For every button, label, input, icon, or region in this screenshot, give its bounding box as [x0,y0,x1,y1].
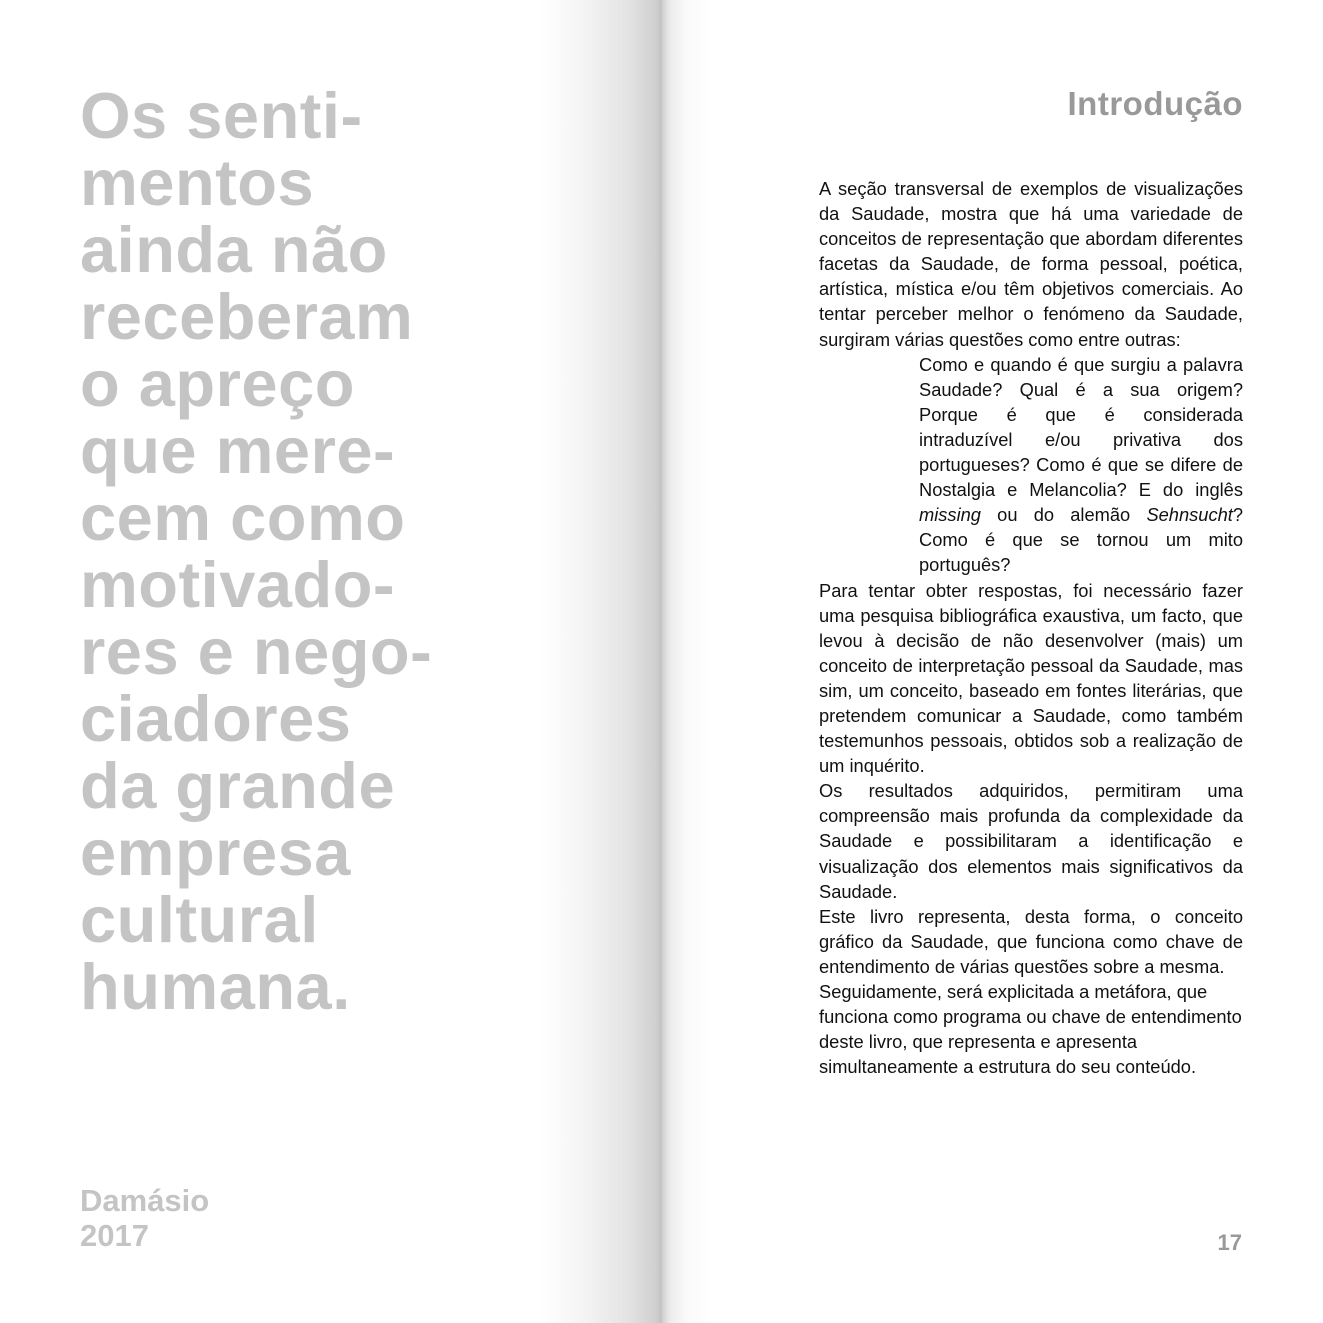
quote-line: cultural [80,883,319,956]
quote-line: ainda não [80,213,388,286]
questions-text: ? Como é que se tornou um mito português? [919,504,1243,576]
quote-line: o apreço [80,347,355,420]
pull-quote [80,79,433,1023]
quote-line: empresa [80,816,351,889]
term-sehnsucht: Sehnsucht [1146,504,1233,526]
right-page [662,0,1323,1323]
term-missing: missing [919,504,981,526]
paragraph-research: Para tentar obter respostas, foi necessário fazer uma pesquisa bibliográfica exaustiva, um facto, que levou à decisão de não desenvolver (mais) um conceito de interpretação pessoal da Saudade, mas sim, um conceito, baseado em fontes literárias, que pretendem comunicar a Saudade, como também testemunhos pessoais, obtidos sob a realização de um inquérito. [819,579,1243,777]
quote-line: que mere- [80,414,396,487]
paragraph-intro: A seção transversal de exemplos de visualizações da Saudade, mostra que há uma variedade de conceitos de representação que abordam diferentes facetas da Saudade, de forma pessoal, poética, artística, mística e/ou têm objetivos comerciais. Ao tentar perceber melhor o fenómeno da Saudade, surgiram várias questões como entre outras: [819,178,1243,350]
quote-line: motivado- [80,548,396,621]
questions-text: Como e quando é que surgiu a palavra Saudade? Qual é a sua origem? Porque é que é considerada intraduzível e/ou privativa dos portugueses? Como é que se difere de Nostalgia e Melancolia? E do inglês [919,353,1243,501]
quote-line: humana. [80,950,351,1023]
quote-line: ciadores [80,682,352,755]
body-text [819,176,1243,1079]
quote-attribution [80,1183,209,1253]
paragraph-results: Os resultados adquiridos, permitiram uma compreensão mais profunda da complexidade da Saudade e possibilitaram a identificação e visualização dos elementos mais significativos da Saudade. [819,780,1243,902]
paragraph-book-concept: Este livro representa, desta forma, o conceito gráfico da Saudade, que funciona como chave de entendimento de várias questões sobre a mesma. [819,905,1243,977]
page-number: 17 [1217,1230,1242,1255]
questions-block [919,352,1243,578]
attribution-author: Damásio [80,1183,210,1218]
quote-line: Os senti- [80,79,363,152]
quote-line: mentos [80,146,315,219]
quote-line: da grande [80,749,396,822]
section-title: Introdução [1067,85,1243,122]
questions-text: ou do alemão [980,504,1147,526]
quote-line: cem como [80,481,406,554]
quote-line: receberam [80,280,414,353]
quote-line: res e nego- [80,615,433,688]
attribution-year: 2017 [80,1218,149,1253]
paragraph-metaphor: Seguidamente, será explicitada a metáfora, que funciona como programa ou chave de entendimento deste livro, que representa e apresenta simultaneamente a estrutura do seu conteúdo. [819,981,1242,1078]
